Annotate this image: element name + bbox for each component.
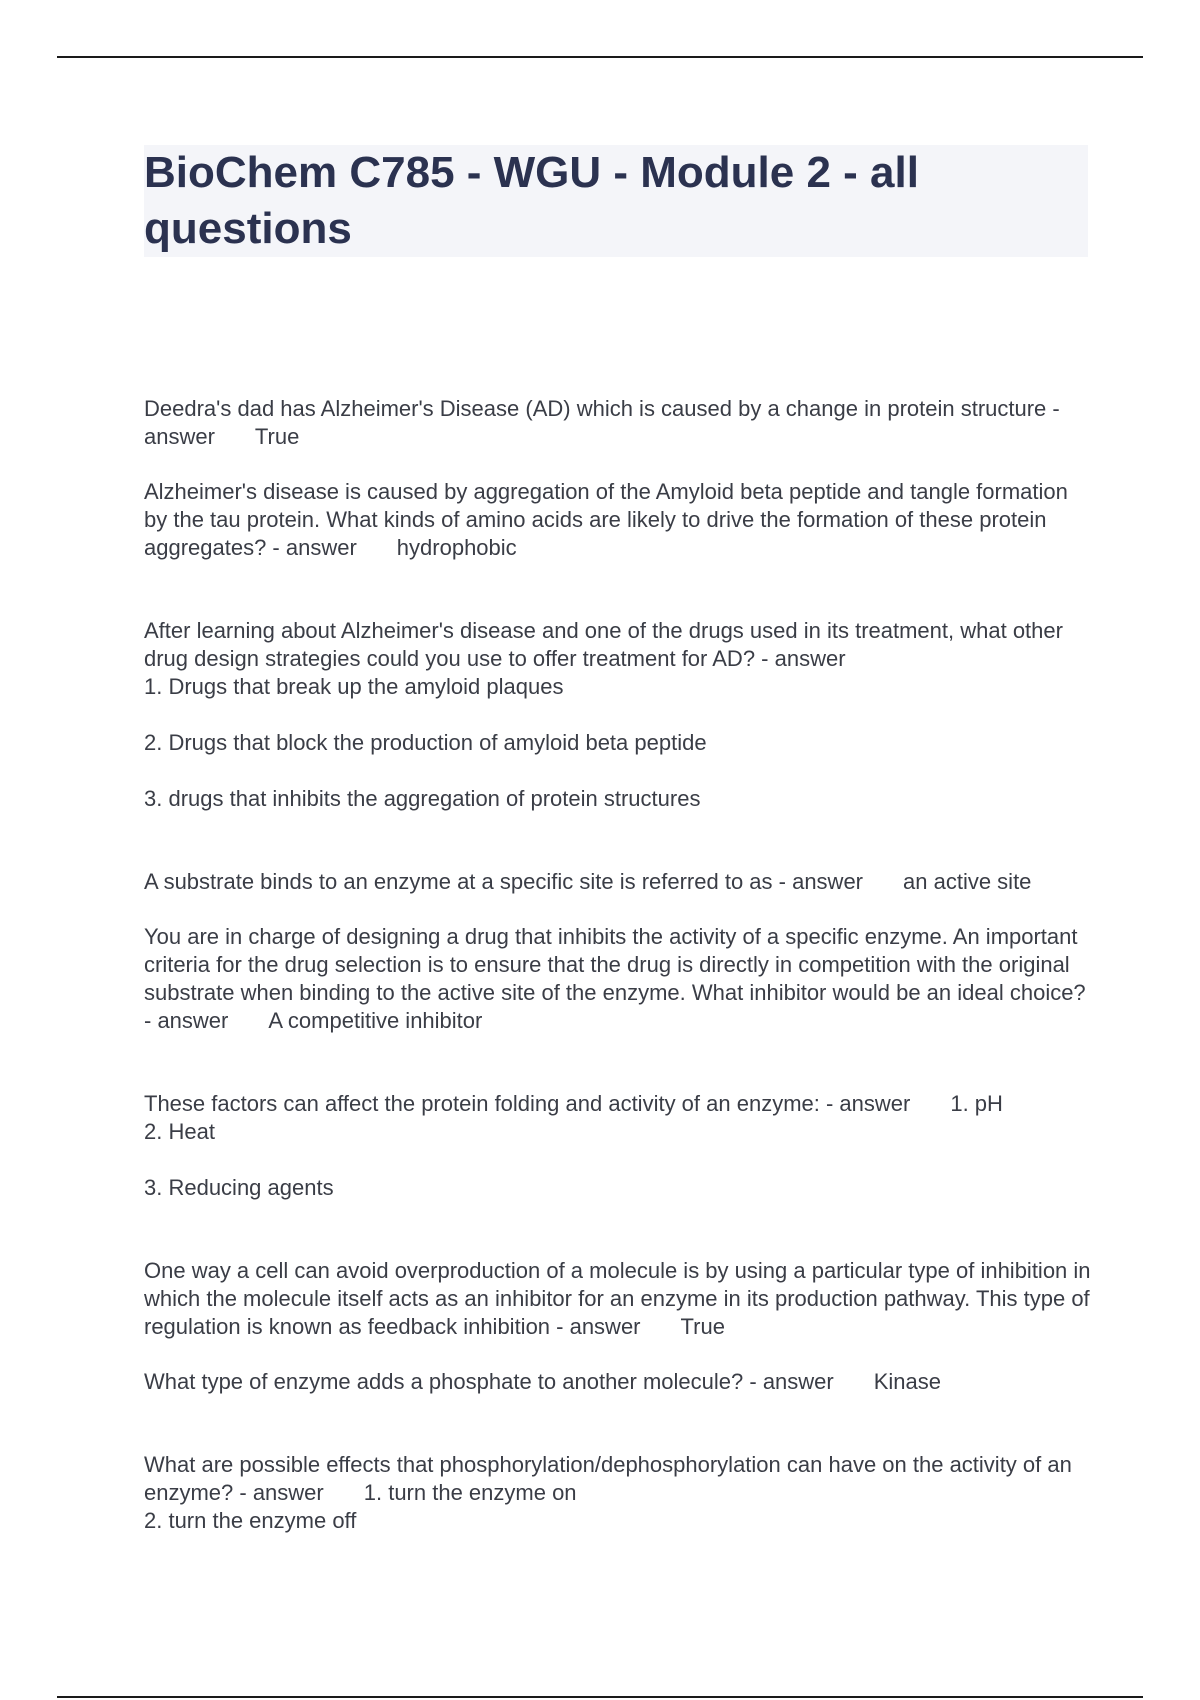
- answer-text: A competitive inhibitor: [268, 1008, 483, 1033]
- qa-item: [144, 589, 1094, 841]
- answer-text: an active site: [903, 869, 1032, 894]
- qa-item: [144, 478, 1094, 562]
- question-text: What type of enzyme adds a phosphate to another molecule? - answer: [144, 1369, 834, 1394]
- qa-item: [144, 1368, 1094, 1396]
- question-text: One way a cell can avoid overproduction of a molecule is by using a particular type of inhibition in which the molecule itself acts as an inhibitor for an enzyme in its production pathway. This type of regulation is known as feedback inhibition - answer: [144, 1258, 1091, 1339]
- header-rule: [57, 56, 1143, 58]
- answer-line: 3. drugs that inhibits the aggregation of protein structures: [144, 786, 701, 811]
- question-text: A substrate binds to an enzyme at a specific site is referred to as - answer: [144, 869, 864, 894]
- qa-item: [144, 1062, 1094, 1230]
- answer-line: 1. Drugs that break up the amyloid plaques: [144, 674, 564, 699]
- question-text: Alzheimer's disease is caused by aggregation of the Amyloid beta peptide and tangle formation by the tau protein. What kinds of amino acids are likely to drive the formation of these protein aggregates? - answer: [144, 479, 1068, 560]
- answer-text: True: [254, 424, 300, 449]
- qa-item: [144, 868, 1094, 896]
- answer-text: hydrophobic: [396, 535, 517, 560]
- question-text: These factors can affect the protein folding and activity of an enzyme: - answer: [144, 1091, 911, 1116]
- answer-line: 2. Drugs that block the production of amyloid beta peptide: [144, 730, 707, 755]
- qa-item: [144, 395, 1094, 451]
- question-text: What are possible effects that phosphorylation/dephosphorylation can have on the activity of an enzyme? - answer: [144, 1452, 1072, 1505]
- question-text: After learning about Alzheimer's disease and one of the drugs used in its treatment, what other drug design strategies could you use to offer treatment for AD? - answer: [144, 618, 1063, 671]
- answer-text: 1. turn the enzyme on: [363, 1480, 577, 1505]
- qa-item: [144, 1257, 1094, 1341]
- page-title: BioChem C785 - WGU - Module 2 - all questions: [144, 148, 919, 253]
- answer-line: 2. Heat: [144, 1119, 215, 1144]
- qa-item: [144, 1423, 1094, 1563]
- answer-text: 1. pH: [950, 1091, 1003, 1116]
- answer-text: True: [680, 1314, 725, 1339]
- question-text: Deedra's dad has Alzheimer's Disease (AD) which is caused by a change in protein structure - answer: [144, 396, 1060, 449]
- answer-line: 3. Reducing agents: [144, 1175, 334, 1200]
- answer-text: Kinase: [873, 1369, 942, 1394]
- title-block: [144, 145, 1088, 257]
- qa-item: [144, 923, 1094, 1035]
- qa-list: [144, 395, 1094, 1590]
- answer-line: 2. turn the enzyme off: [144, 1508, 357, 1533]
- footer-rule: [57, 1696, 1143, 1698]
- question-text: You are in charge of designing a drug that inhibits the activity of a specific enzyme. An important criteria for the drug selection is to ensure that the drug is directly in competition with the original substrate when binding to the active site of the enzyme. What inhibitor would be an ideal choice? - answer: [144, 924, 1086, 1033]
